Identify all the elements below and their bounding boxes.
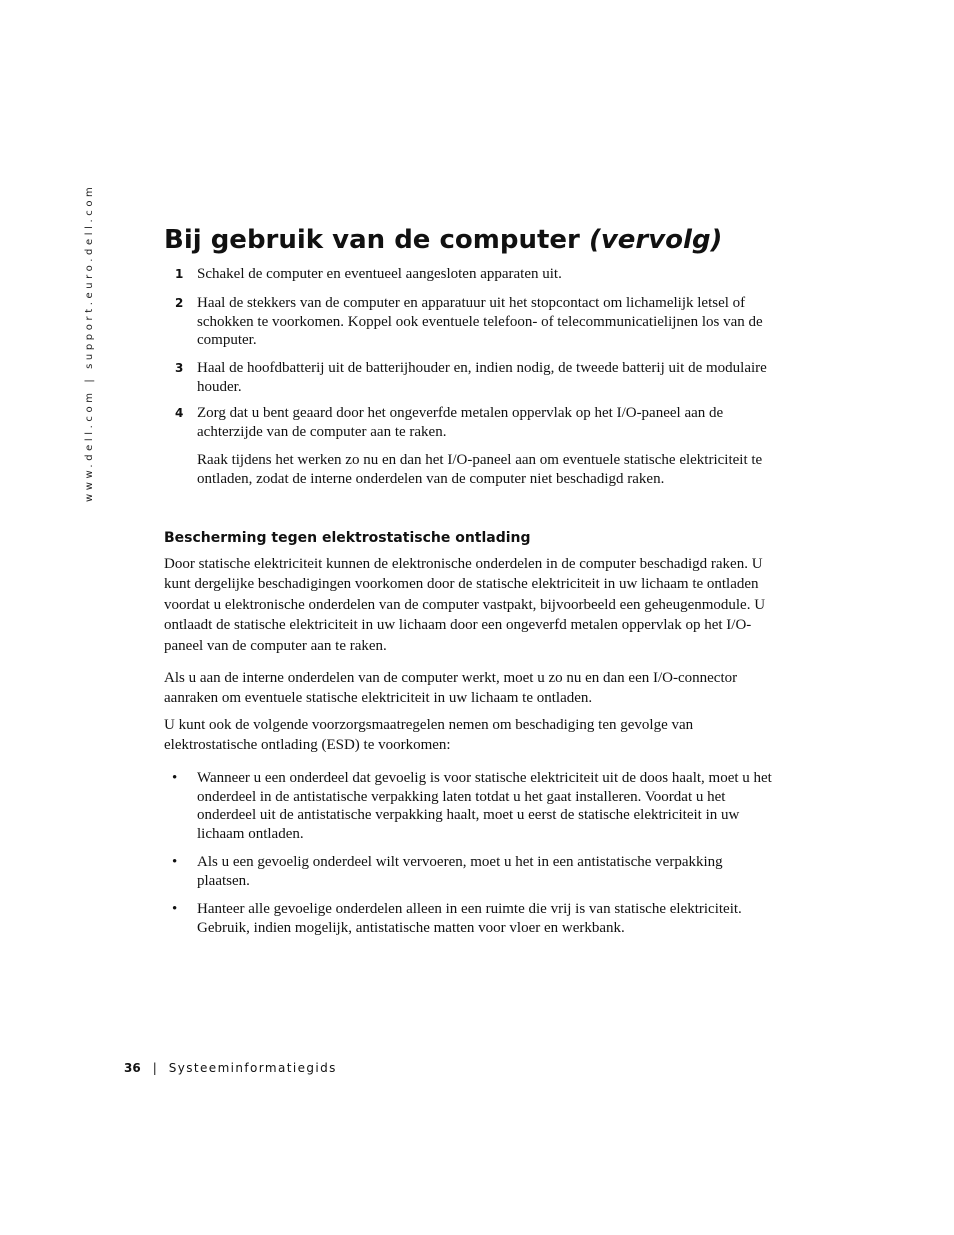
bullet-item — [164, 769, 776, 843]
bullet-dot: • — [172, 901, 178, 917]
section-heading: Bescherming tegen elektrostatische ontlading — [164, 530, 531, 546]
guide-name: Systeeminformatiegids — [168, 1061, 337, 1075]
page-title-continued: (vervolg) — [588, 225, 723, 255]
bullet-text: Wanneer u een onderdeel dat gevoelig is voor statische elektriciteit uit de doos haalt, moet u het onderdeel in de antistatische verpakking laten totdat u het gaat installeren. Voordat u het onderdeel uit de antistatische verpakking haalt, moet u eerst de statische elektriciteit in uw lichaam ontladen. — [197, 770, 772, 842]
step-text: Schakel de computer en eventueel aangesloten apparaten uit. — [197, 266, 562, 282]
step-item — [164, 359, 776, 396]
step-number: 1 — [175, 267, 184, 281]
bullet-dot: • — [172, 854, 178, 870]
step-item — [164, 294, 776, 350]
bullet-text: Als u een gevoelig onderdeel wilt vervoeren, moet u het in een antistatische verpakking plaatsen. — [197, 854, 723, 889]
body-paragraph: Als u aan de interne onderdelen van de computer werkt, moet u zo nu en dan een I/O-connector aanraken om eventuele statische elektriciteit in uw lichaam te ontladen. — [164, 670, 738, 707]
page-footer — [124, 1061, 337, 1075]
step-number: 3 — [175, 361, 184, 375]
page-number: 36 — [124, 1061, 141, 1075]
bullet-dot: • — [172, 770, 178, 786]
step-text: Haal de hoofdbatterij uit de batterijhouder en, indien nodig, de tweede batterij uit de modulaire houder. — [197, 360, 767, 395]
step-number: 4 — [175, 406, 184, 420]
step-item — [164, 265, 776, 284]
side-url: www.dell.com | support.euro.dell.com — [84, 183, 95, 502]
page-title — [164, 222, 722, 258]
step-text: Zorg dat u bent geaard door het ongeverfde metalen oppervlak op het I/O-paneel aan de achterzijde van de computer aan te raken. — [197, 405, 724, 440]
bullet-item — [164, 853, 776, 890]
step-text: Haal de stekkers van de computer en apparatuur uit het stopcontact om lichamelijk letsel of schokken te voorkomen. Koppel ook eventuele telefoon- of telecommunicatielijnen los van de computer. — [197, 295, 763, 348]
bullet-item — [164, 900, 776, 937]
footer-separator: | — [152, 1061, 157, 1075]
step-note — [164, 451, 776, 488]
step-number: 2 — [175, 296, 184, 310]
step-note-text: Raak tijdens het werken zo nu en dan het I/O-paneel aan om eventuele statische elektriciteit te ontladen, zodat de interne onderdelen van de computer niet beschadigd raken. — [197, 452, 763, 487]
body-paragraph: U kunt ook de volgende voorzorgsmaatregelen nemen om beschadiging ten gevolge van elektrostatische ontlading (ESD) te voorkomen: — [164, 717, 694, 754]
page-title-main: Bij gebruik van de computer — [164, 225, 580, 255]
step-item — [164, 404, 776, 441]
bullet-text: Hanteer alle gevoelige onderdelen alleen in een ruimte die vrij is van statische elektriciteit. Gebruik, indien mogelijk, antistatische matten voor vloer en werkbank. — [197, 901, 742, 936]
body-paragraph: Door statische elektriciteit kunnen de elektronische onderdelen in de computer beschadigd raken. U kunt dergelijke beschadigingen voorkomen door de statische elektriciteit in uw lichaam te ontladen voordat u elektronische onderdelen van de computer vastpakt, bijvoorbeeld een geheugenmodule. U ontlaadt de statische elektriciteit in uw lichaam door een ongeverfd metalen oppervlak op het I/O-paneel van de computer aan te raken. — [164, 556, 766, 654]
